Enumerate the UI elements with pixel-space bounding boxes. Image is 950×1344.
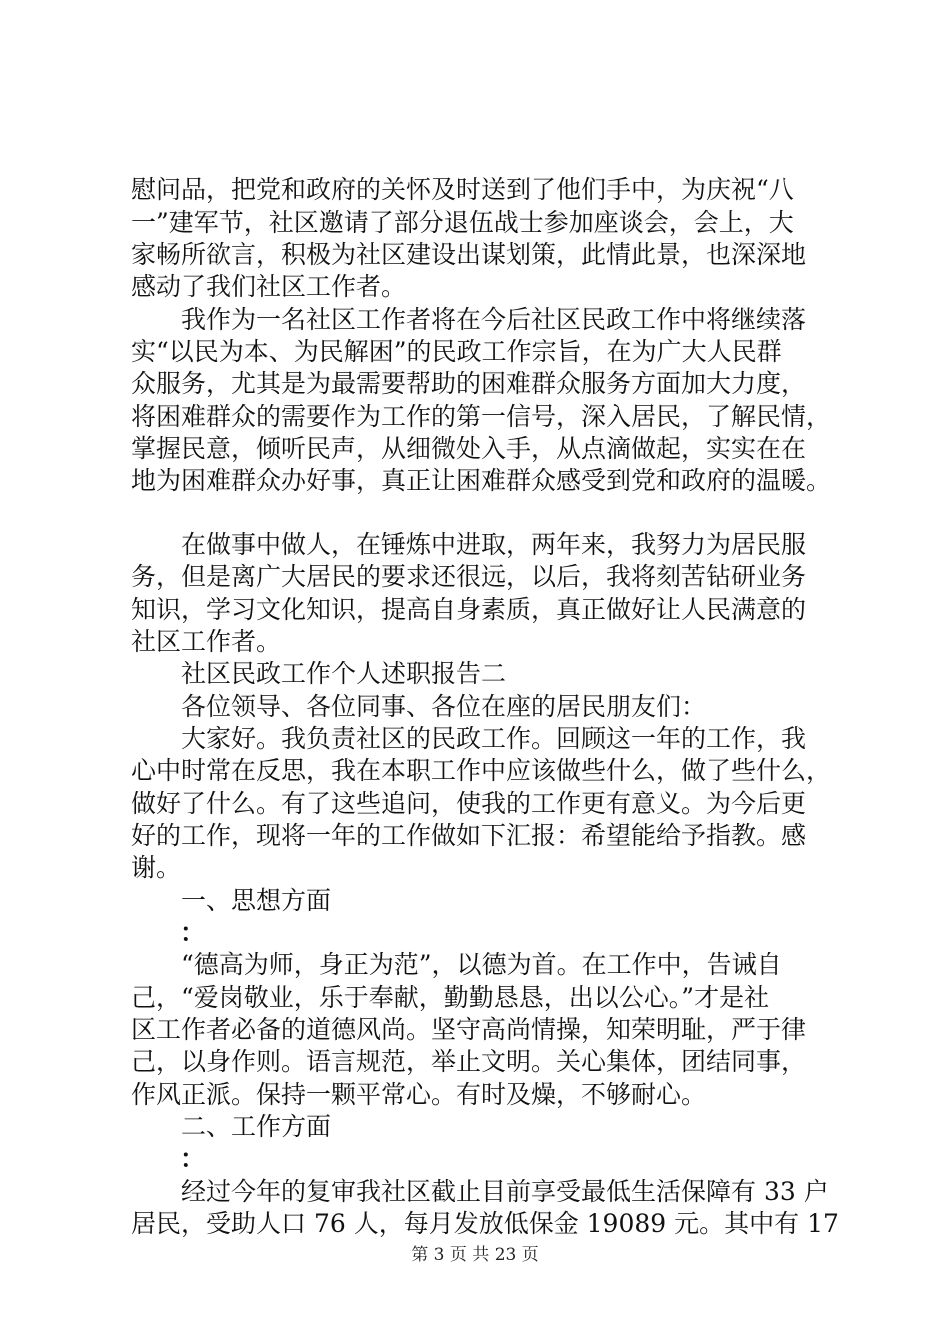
text-line: 我作为一名社区工作者将在今后社区民政工作中将继续落 [181, 305, 807, 334]
text-line: 谢。 [131, 853, 182, 882]
text-line: 慰问品，把党和政府的关怀及时送到了他们手中，为庆祝“八 [131, 175, 794, 204]
text-line: 己，“爱岗敬业，乐于奉献，勤勤恳恳，出以公心。”才是社 [131, 983, 770, 1012]
text-line: 大家好。我负责社区的民政工作。回顾这一年的工作，我 [181, 724, 807, 753]
text-line: 知识，学习文化知识，提高自身素质，真正做好让人民满意的 [131, 595, 807, 624]
text-line: 众服务，尤其是为最需要帮助的困难群众服务方面加大力度， [131, 369, 807, 398]
text-line: 做好了什么。有了这些追问，使我的工作更有意义。为今后更 [131, 789, 807, 818]
colon-mark: ： [180, 918, 206, 947]
text-line: 一”建军节，社区邀请了部分退伍战士参加座谈会，会上，大 [131, 208, 794, 237]
text-line: 己，以身作则。语言规范，举止文明。关心集体，团结同事， [131, 1047, 807, 1076]
heading-ideology: 一、思想方面 [181, 886, 332, 915]
colon-mark: ： [180, 1144, 206, 1173]
text-line: 在做事中做人，在锤炼中进取，两年来，我努力为居民服 [181, 530, 807, 559]
text-line: 社区工作者。 [131, 627, 282, 656]
text-line: 作风正派。保持一颗平常心。有时及燥，不够耐心。 [131, 1080, 707, 1109]
text-line: “德高为师，身正为范”，以德为首。在工作中，告诫自 [181, 950, 782, 979]
text-line: 好的工作，现将一年的工作做如下汇报：希望能给予指教。感 [131, 821, 807, 850]
text-line: 区工作者必备的道德风尚。坚守高尚情操，知荣明耻，严于律 [131, 1015, 807, 1044]
text-line: 感动了我们社区工作者。 [131, 272, 407, 301]
text-line: 居民，受助人口 76 人，每月发放低保金 19089 元。其中有 17 [131, 1209, 839, 1238]
text-line: 掌握民意，倾听民声，从细微处入手，从点滴做起，实实在在 [131, 434, 807, 463]
text-line: 心中时常在反思，我在本职工作中应该做些什么，做了些什么， [131, 756, 832, 785]
text-line: 务，但是离广大居民的要求还很远，以后，我将刻苦钻研业务 [131, 562, 807, 591]
page-number-footer: 第 3 页 共 23 页 [411, 1245, 539, 1265]
section-title: 社区民政工作个人述职报告二 [181, 659, 507, 688]
salutation: 各位领导、各位同事、各位在座的居民朋友们： [181, 692, 707, 721]
text-line: 经过今年的复审我社区截止目前享受最低生活保障有 33 户 [181, 1177, 829, 1206]
text-line: 将困难群众的需要作为工作的第一信号，深入居民，了解民情， [131, 402, 832, 431]
text-line: 家畅所欲言，积极为社区建设出谋划策，此情此景，也深深地 [131, 240, 807, 269]
heading-work: 二、工作方面 [181, 1112, 332, 1141]
text-line: 地为困难群众办好事，真正让困难群众感受到党和政府的温暖。 [131, 466, 832, 495]
text-line: 实“以民为本、为民解困”的民政工作宗旨，在为广大人民群 [131, 337, 782, 366]
